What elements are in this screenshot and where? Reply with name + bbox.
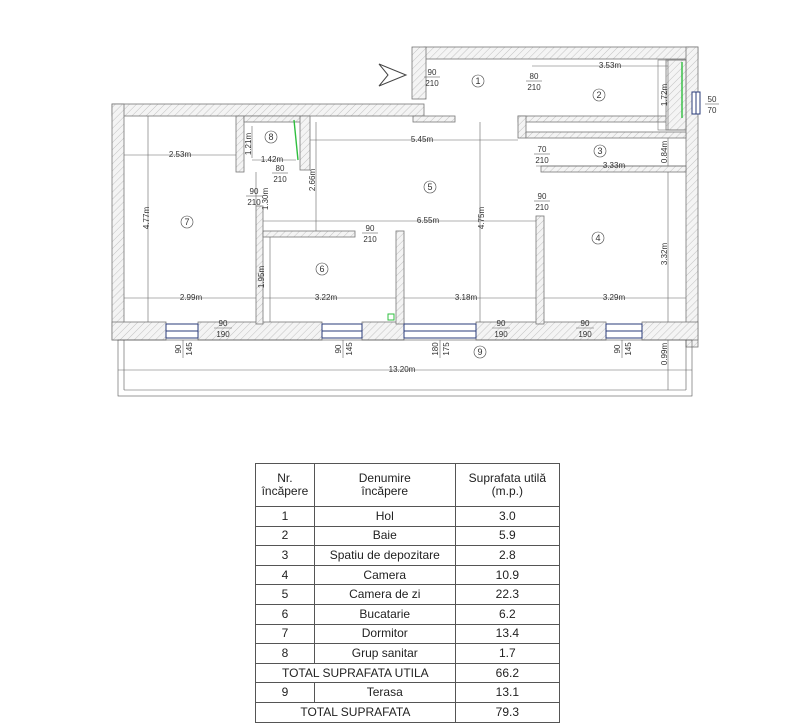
dimension-label: 3.18m [454, 293, 478, 302]
window-label-w: 90 [613, 344, 622, 354]
dimension-label: 13.20m [388, 365, 416, 374]
total-area: 79.3 [455, 702, 559, 722]
entrance-arrow-icon [379, 64, 406, 86]
total-row [256, 702, 560, 722]
door-label-w: 70 [537, 145, 547, 154]
table-row [256, 507, 560, 527]
door-label-w: 80 [529, 72, 539, 81]
table-row [256, 585, 560, 605]
door-label-w: 90 [427, 68, 437, 77]
door-label-h: 210 [273, 175, 287, 184]
cell-area: 6.2 [455, 604, 559, 624]
dimension-label: 0.84m [660, 140, 669, 164]
dimension-label: 5.45m [410, 135, 434, 144]
door-labels [247, 68, 549, 244]
room-number-7: 7 [184, 217, 190, 227]
total-label: TOTAL SUPRAFATA [256, 702, 456, 722]
door-label-w: 80 [275, 164, 285, 173]
cell-nr: 9 [256, 683, 315, 703]
door-label-h: 210 [247, 198, 261, 207]
cell-area: 13.4 [455, 624, 559, 644]
cell-nr: 2 [256, 526, 315, 546]
door-label-h: 210 [363, 235, 377, 244]
table-row [256, 526, 560, 546]
room-number-1: 1 [475, 76, 481, 86]
table-row [256, 565, 560, 585]
dimension-label: 2.53m [168, 150, 192, 159]
area-table [255, 463, 560, 723]
cell-area: 22.3 [455, 585, 559, 605]
dimension-label: 2.99m [179, 293, 203, 302]
cell-name: Dormitor [314, 624, 455, 644]
cell-name: Camera de zi [314, 585, 455, 605]
window-label-h: 145 [624, 342, 633, 356]
header-nr-line2: încăpere [261, 484, 309, 498]
cell-area: 10.9 [455, 565, 559, 585]
header-area [455, 464, 559, 507]
room-number-3: 3 [597, 146, 603, 156]
cell-nr: 8 [256, 644, 315, 664]
window-label-h: 145 [345, 342, 354, 356]
window-label-w: 50 [707, 95, 717, 104]
dimension-label: 1.42m [260, 155, 284, 164]
window-label-w: 90 [496, 319, 506, 328]
dimension-label: 4.77m [142, 206, 151, 230]
window-label-w: 90 [174, 344, 183, 354]
dimension-label: 3.29m [602, 293, 626, 302]
dimension-label: 3.22m [314, 293, 338, 302]
door-label-w: 90 [537, 192, 547, 201]
window-label-h: 70 [707, 106, 717, 115]
header-nr [256, 464, 315, 507]
dimension-label: 1.95m [257, 265, 266, 289]
green-accents [294, 62, 682, 320]
table-row [256, 624, 560, 644]
window-label-h: 175 [442, 342, 451, 356]
cell-name: Hol [314, 507, 455, 527]
cell-name: Terasa [314, 683, 455, 703]
cell-nr: 4 [256, 565, 315, 585]
dimension-label: 0.99m [660, 342, 669, 366]
cell-name: Baie [314, 526, 455, 546]
dimension-label: 2.66m [308, 168, 317, 192]
cell-area: 1.7 [455, 644, 559, 664]
dimension-label: 1.21m [244, 132, 253, 156]
dimension-label: 4.75m [477, 206, 486, 230]
room-number-5: 5 [427, 182, 433, 192]
window-label-w: 180 [431, 342, 440, 356]
door-label-w: 90 [365, 224, 375, 233]
window-label-h: 190 [578, 330, 592, 339]
table-header-row [256, 464, 560, 507]
window-label-w: 90 [580, 319, 590, 328]
room-number-9: 9 [477, 347, 483, 357]
cell-name: Camera [314, 565, 455, 585]
total-useful-label: TOTAL SUPRAFATA UTILA [256, 663, 456, 683]
header-nr-line1: Nr. [277, 471, 293, 485]
terrace-row [256, 683, 560, 703]
dimension-label: 6.55m [416, 216, 440, 225]
room-number-6: 6 [319, 264, 325, 274]
dimension-label: 3.33m [602, 161, 626, 170]
window-label-h: 190 [494, 330, 508, 339]
dimension-label: 3.32m [660, 242, 669, 266]
dimension-label: 1.30m [261, 187, 270, 211]
window-label-h: 145 [185, 342, 194, 356]
cell-nr: 7 [256, 624, 315, 644]
cell-nr: 6 [256, 604, 315, 624]
door-label-w: 90 [249, 187, 259, 196]
total-useful-row [256, 663, 560, 683]
header-name-line1: Denumire [358, 471, 411, 485]
header-area-line1: Suprafata utilă [468, 471, 547, 485]
header-name [314, 464, 455, 507]
interior-walls [236, 60, 686, 324]
dimension-label: 3.53m [598, 61, 622, 70]
window-label-h: 190 [216, 330, 230, 339]
cell-name: Spatiu de depozitare [314, 546, 455, 566]
cell-nr: 3 [256, 546, 315, 566]
door-label-h: 210 [425, 79, 439, 88]
header-name-line2: încăpere [361, 484, 409, 498]
dimension-label: 1.72m [660, 83, 669, 107]
cell-nr: 1 [256, 507, 315, 527]
cell-name: Bucatarie [314, 604, 455, 624]
table-row [256, 546, 560, 566]
cell-area: 3.0 [455, 507, 559, 527]
room-number-2: 2 [596, 90, 602, 100]
exterior-walls [112, 47, 698, 347]
door-label-h: 210 [535, 156, 549, 165]
cell-nr: 5 [256, 585, 315, 605]
cell-area: 13.1 [455, 683, 559, 703]
table-row [256, 604, 560, 624]
table-row [256, 644, 560, 664]
header-area-line2: (m.p.) [491, 484, 524, 498]
cell-area: 5.9 [455, 526, 559, 546]
window-label-w: 90 [218, 319, 228, 328]
room-number-4: 4 [595, 233, 601, 243]
door-label-h: 210 [527, 83, 541, 92]
total-useful-area: 66.2 [455, 663, 559, 683]
cell-name: Grup sanitar [314, 644, 455, 664]
cell-area: 2.8 [455, 546, 559, 566]
door-label-h: 210 [535, 203, 549, 212]
room-number-8: 8 [268, 132, 274, 142]
window-label-w: 90 [334, 344, 343, 354]
